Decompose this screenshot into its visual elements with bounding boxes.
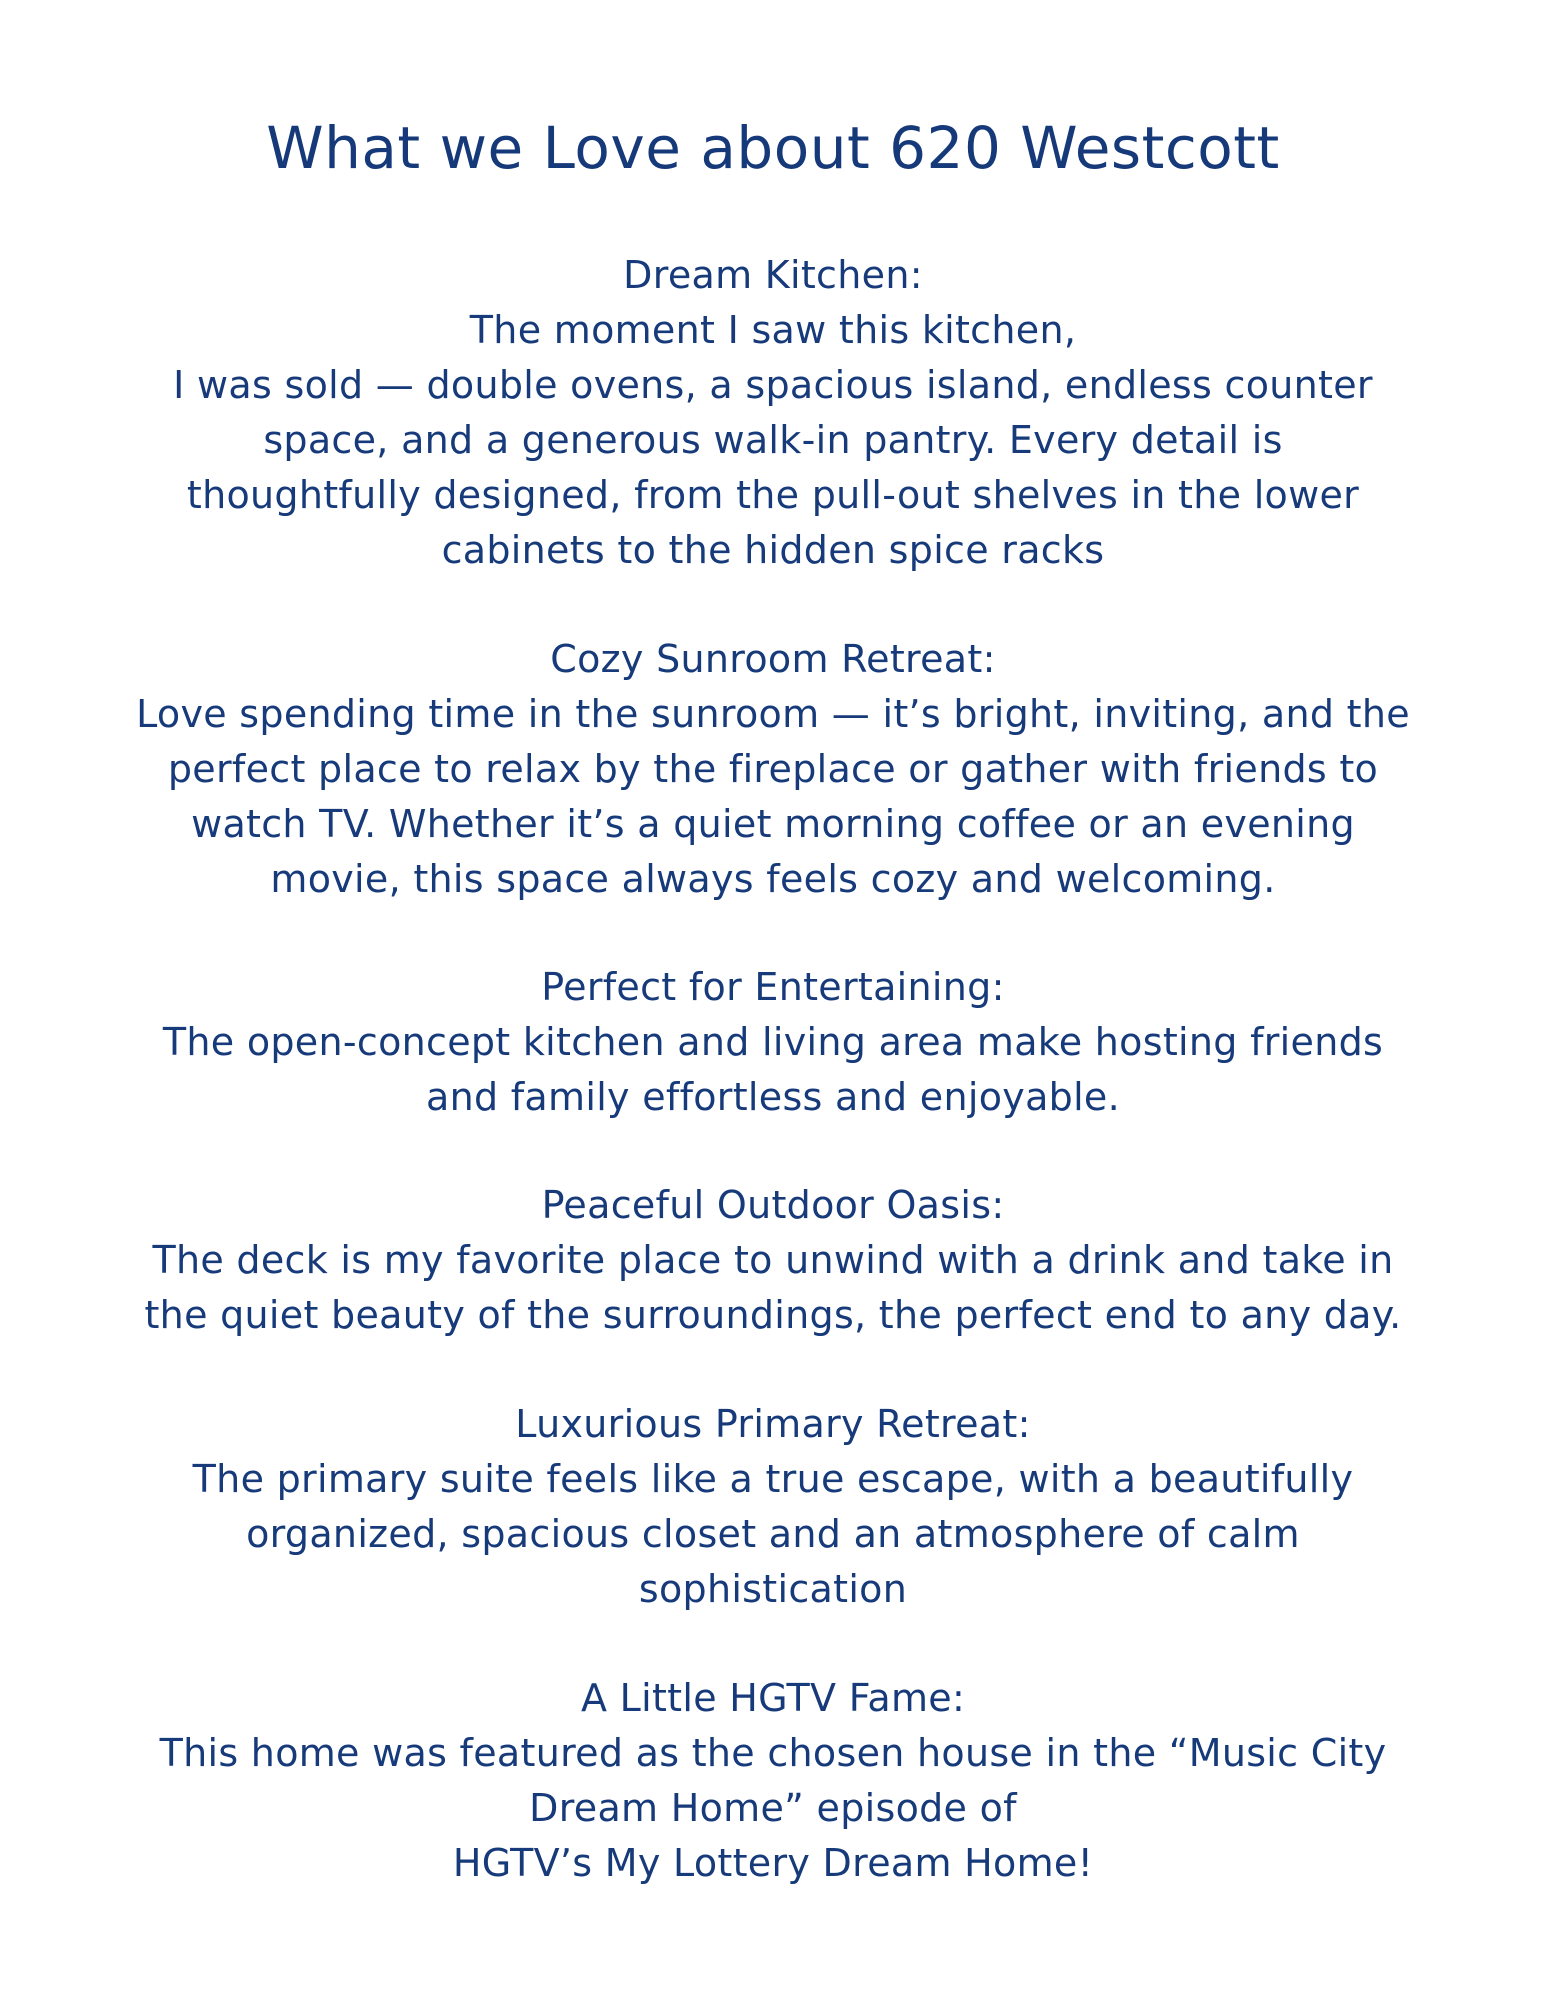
section-cozy-sunroom xyxy=(0,632,1546,907)
section-entertaining xyxy=(0,960,1546,1125)
section-text-line: the quiet beauty of the surroundings, the perfect end to any day. xyxy=(144,1293,1402,1337)
section-text-line: and family effortless and enjoyable. xyxy=(425,1075,1120,1119)
section-text-line: watch TV. Whether it’s a quiet morning coffee or an evening xyxy=(191,802,1355,846)
section-text-line: perfect place to relax by the fireplace or gather with friends to xyxy=(167,747,1379,791)
section-text-line: cabinets to the hidden spice racks xyxy=(441,528,1105,572)
page-title: What we Love about 620 Westcott xyxy=(266,114,1280,182)
section-text-line: I was sold — double ovens, a spacious island, endless counter xyxy=(173,363,1373,407)
section-heading: Cozy Sunroom Retreat: xyxy=(550,637,996,681)
section-dream-kitchen xyxy=(0,248,1546,578)
section-text-line: sophistication xyxy=(638,1567,908,1611)
section-text-line: Love spending time in the sunroom — it’s bright, inviting, and the xyxy=(136,692,1410,736)
section-text-line: movie, this space always feels cozy and welcoming. xyxy=(270,857,1276,901)
section-text-line: thoughtfully designed, from the pull-out shelves in the lower xyxy=(186,473,1360,517)
section-text-line: organized, spacious closet and an atmosphere of calm xyxy=(246,1512,1300,1556)
section-heading: A Little HGTV Fame: xyxy=(580,1676,966,1720)
section-text-line: Dream Home” episode of xyxy=(529,1786,1017,1830)
section-primary-retreat xyxy=(0,1397,1546,1617)
section-heading: Perfect for Entertaining: xyxy=(541,965,1005,1009)
section-text-line: The primary suite feels like a true escape, with a beautifully xyxy=(192,1457,1354,1501)
section-hgtv-fame xyxy=(0,1671,1546,1891)
section-text-line: This home was featured as the chosen house in the “Music City xyxy=(159,1731,1387,1775)
section-heading: Peaceful Outdoor Oasis: xyxy=(541,1183,1005,1227)
section-heading: Dream Kitchen: xyxy=(623,253,923,297)
section-text-line: space, and a generous walk-in pantry. Every detail is xyxy=(263,418,1283,462)
section-text-line: HGTV’s My Lottery Dream Home! xyxy=(452,1841,1094,1885)
section-text-line: The open-concept kitchen and living area make hosting friends xyxy=(162,1020,1384,1064)
section-text-line: The deck is my favorite place to unwind with a drink and take in xyxy=(152,1238,1394,1282)
section-heading: Luxurious Primary Retreat: xyxy=(515,1402,1031,1446)
section-text-line: The moment I saw this kitchen, xyxy=(469,308,1077,352)
section-outdoor-oasis xyxy=(0,1178,1546,1343)
